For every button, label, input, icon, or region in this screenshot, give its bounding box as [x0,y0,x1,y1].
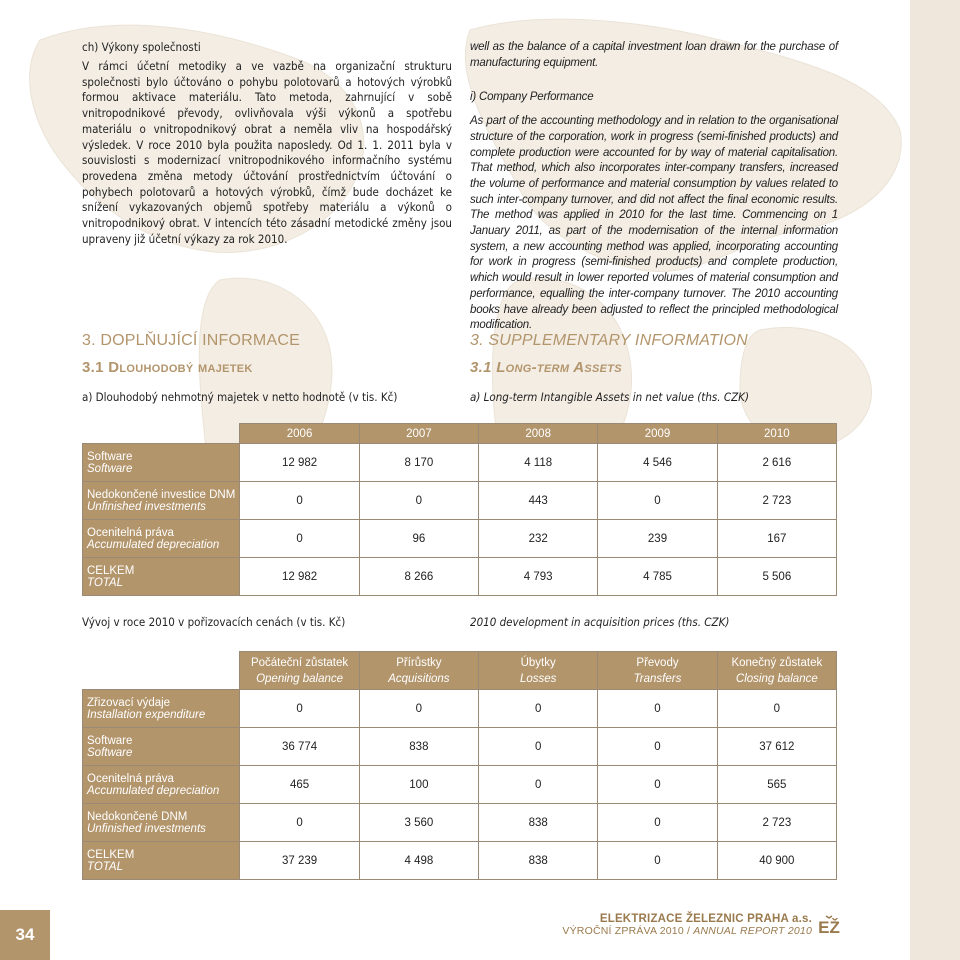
year-header: 2007 [359,424,478,444]
row-label: CELKEM TOTAL [83,842,240,880]
cell: 4 785 [598,558,717,596]
cell: 40 900 [717,842,836,880]
cell: 232 [479,520,598,558]
en-section-title: i) Company Performance [470,91,594,104]
cell: 0 [240,482,359,520]
table-row-total [83,842,837,880]
report-title: VÝROČNÍ ZPRÁVA 2010 / ANNUAL REPORT 2010 [562,925,812,937]
row-label: Ocenitelná práva Accumulated depreciation [83,766,240,804]
ez-logo-icon [816,913,842,939]
cell: 0 [598,766,717,804]
row-label: Software Software [83,444,240,482]
cell: 0 [598,728,717,766]
table-corner [83,652,240,690]
cell: 4 546 [598,444,717,482]
cell: 0 [598,804,717,842]
row-label: Nedokončené DNM Unfinished investments [83,804,240,842]
table-row [83,444,837,482]
cell: 239 [598,520,717,558]
table-acquisition-prices [82,651,837,880]
table-row [83,804,837,842]
row-label: Zřizovací výdaje Installation expenditure [83,690,240,728]
en-section-body: As part of the accounting methodology and in relation to the organisational structure of the corporation, work in progress (semi-finished products) and complete production were accounted for by way of material capitalisation. That method, which also incorporates inter-company transfers, increased the volume of performance and material consumption by values related to such inter-company turnover, and did not affect the final economic results. The method was applied in 2010 for the last time. Commencing on 1 January 2011, as part of the modernisation of the internal information system, a new accounting method was applied, incorporating accounting for work in progress (semi-finished products) and complete production, which would result in lower reported volumes of material consumption and performance, equalling the inter-company turnover. The 2010 accounting books have already been adjusted to reflect the principled methodological modification. [470,115,838,332]
row-label: Ocenitelná práva Accumulated depreciation [83,520,240,558]
cell: 37 239 [240,842,359,880]
cell: 465 [240,766,359,804]
en-headings [470,332,838,405]
cell: 0 [240,520,359,558]
cell: 0 [598,690,717,728]
cell: 96 [359,520,478,558]
year-header: 2010 [717,424,836,444]
cz-section-title: ch) Výkony společnosti [82,40,201,54]
row-label: CELKEM TOTAL [83,558,240,596]
cz-caption-table1: a) Dlouhodobý nehmotný majetek v netto hodnotě (v tis. Kč) [82,390,398,404]
cell: 0 [359,690,478,728]
cell: 838 [479,842,598,880]
year-header: 2006 [240,424,359,444]
cz-headings [82,332,452,405]
cz-heading-long-term-assets: 3.1 Dlouhodobý majetek [82,359,253,376]
table-row [83,482,837,520]
en-caption-table2: 2010 development in acquisition prices (ths. CZK) [470,615,730,629]
table-row [83,728,837,766]
cell: 4 793 [479,558,598,596]
cell: 2 723 [717,482,836,520]
row-label: Software Software [83,728,240,766]
right-margin-band [910,0,960,960]
table-row [83,766,837,804]
en-section-performance [470,40,838,334]
column-header: Přírůstky Acquisitions [359,652,478,690]
table-intangible-assets [82,423,837,596]
cell: 36 774 [240,728,359,766]
cell: 0 [479,690,598,728]
table-corner [83,424,240,444]
column-header: Převody Transfers [598,652,717,690]
cell: 0 [359,482,478,520]
cz-section-performance [82,40,452,247]
company-name: ELEKTRIZACE ŽELEZNIC PRAHA a.s. [599,913,812,925]
en-heading-supplementary: 3. SUPPLEMENTARY INFORMATION [470,332,748,349]
cell: 12 982 [240,444,359,482]
cell: 0 [240,690,359,728]
cell: 8 170 [359,444,478,482]
cell: 4 118 [479,444,598,482]
cell: 838 [479,804,598,842]
column-header: Úbytky Losses [479,652,598,690]
svg-text:EŽ: EŽ [818,918,840,937]
cell: 37 612 [717,728,836,766]
en-caption-table1: a) Long-term Intangible Assets in net value (ths. CZK) [470,390,749,404]
table-row [83,690,837,728]
cell: 3 560 [359,804,478,842]
cell: 8 266 [359,558,478,596]
column-header: Počáteční zůstatek Opening balance [240,652,359,690]
cell: 0 [717,690,836,728]
year-header: 2009 [598,424,717,444]
cell: 2 723 [717,804,836,842]
cell: 0 [479,728,598,766]
footer [562,913,812,937]
cell: 2 616 [717,444,836,482]
table-row-total [83,558,837,596]
cell: 12 982 [240,558,359,596]
table-row [83,520,837,558]
cell: 838 [359,728,478,766]
cell: 167 [717,520,836,558]
cell: 0 [479,766,598,804]
en-heading-long-term-assets: 3.1 Long-term Assets [470,359,622,376]
column-header: Konečný zůstatek Closing balance [717,652,836,690]
en-lead-text: well as the balance of a capital investment loan drawn for the purchase of manufacturing equipment. [470,41,838,69]
cell: 0 [240,804,359,842]
cell: 443 [479,482,598,520]
cell: 0 [598,842,717,880]
cz-section-body: V rámci účetní metodiky a ve vazbě na organizační strukturu společnosti bylo účtováno o pohybu polotovarů a hotových výrobků formou aktivace materiálu. Tato metoda, zahrnující v sobě vnitropodnikové převody, ovlivňovala výši výkonů a spotřebu materiálu o vnitropodnikový obrat a neměla vliv na hospodářský výsledek. V roce 2010 byla použita naposledy. Od 1. 1. 2011 byla v souvislosti s modernizací vnitropodnikového informačního systému provedena změna metody účtování prostřednictvím účtování o pohybech polotovarů a hotových výrobků, čímž bude docházet ke snížení vykazovaných objemů spotřeby materiálu a výkonů o vnitropodnikový obrat. V intencích této zásadní metodické změny jsou upraveny již účetní výkazy za rok 2010. [82,59,452,246]
cz-caption-table2: Vývoj v roce 2010 v pořizovacích cenách (v tis. Kč) [82,615,346,629]
page-number: 34 [0,910,50,960]
cell: 100 [359,766,478,804]
row-label: Nedokončené investice DNM Unfinished investments [83,482,240,520]
cell: 565 [717,766,836,804]
year-header: 2008 [479,424,598,444]
cell: 4 498 [359,842,478,880]
cell: 5 506 [717,558,836,596]
cell: 0 [598,482,717,520]
cz-heading-supplementary: 3. DOPLŇUJÍCÍ INFORMACE [82,332,300,349]
